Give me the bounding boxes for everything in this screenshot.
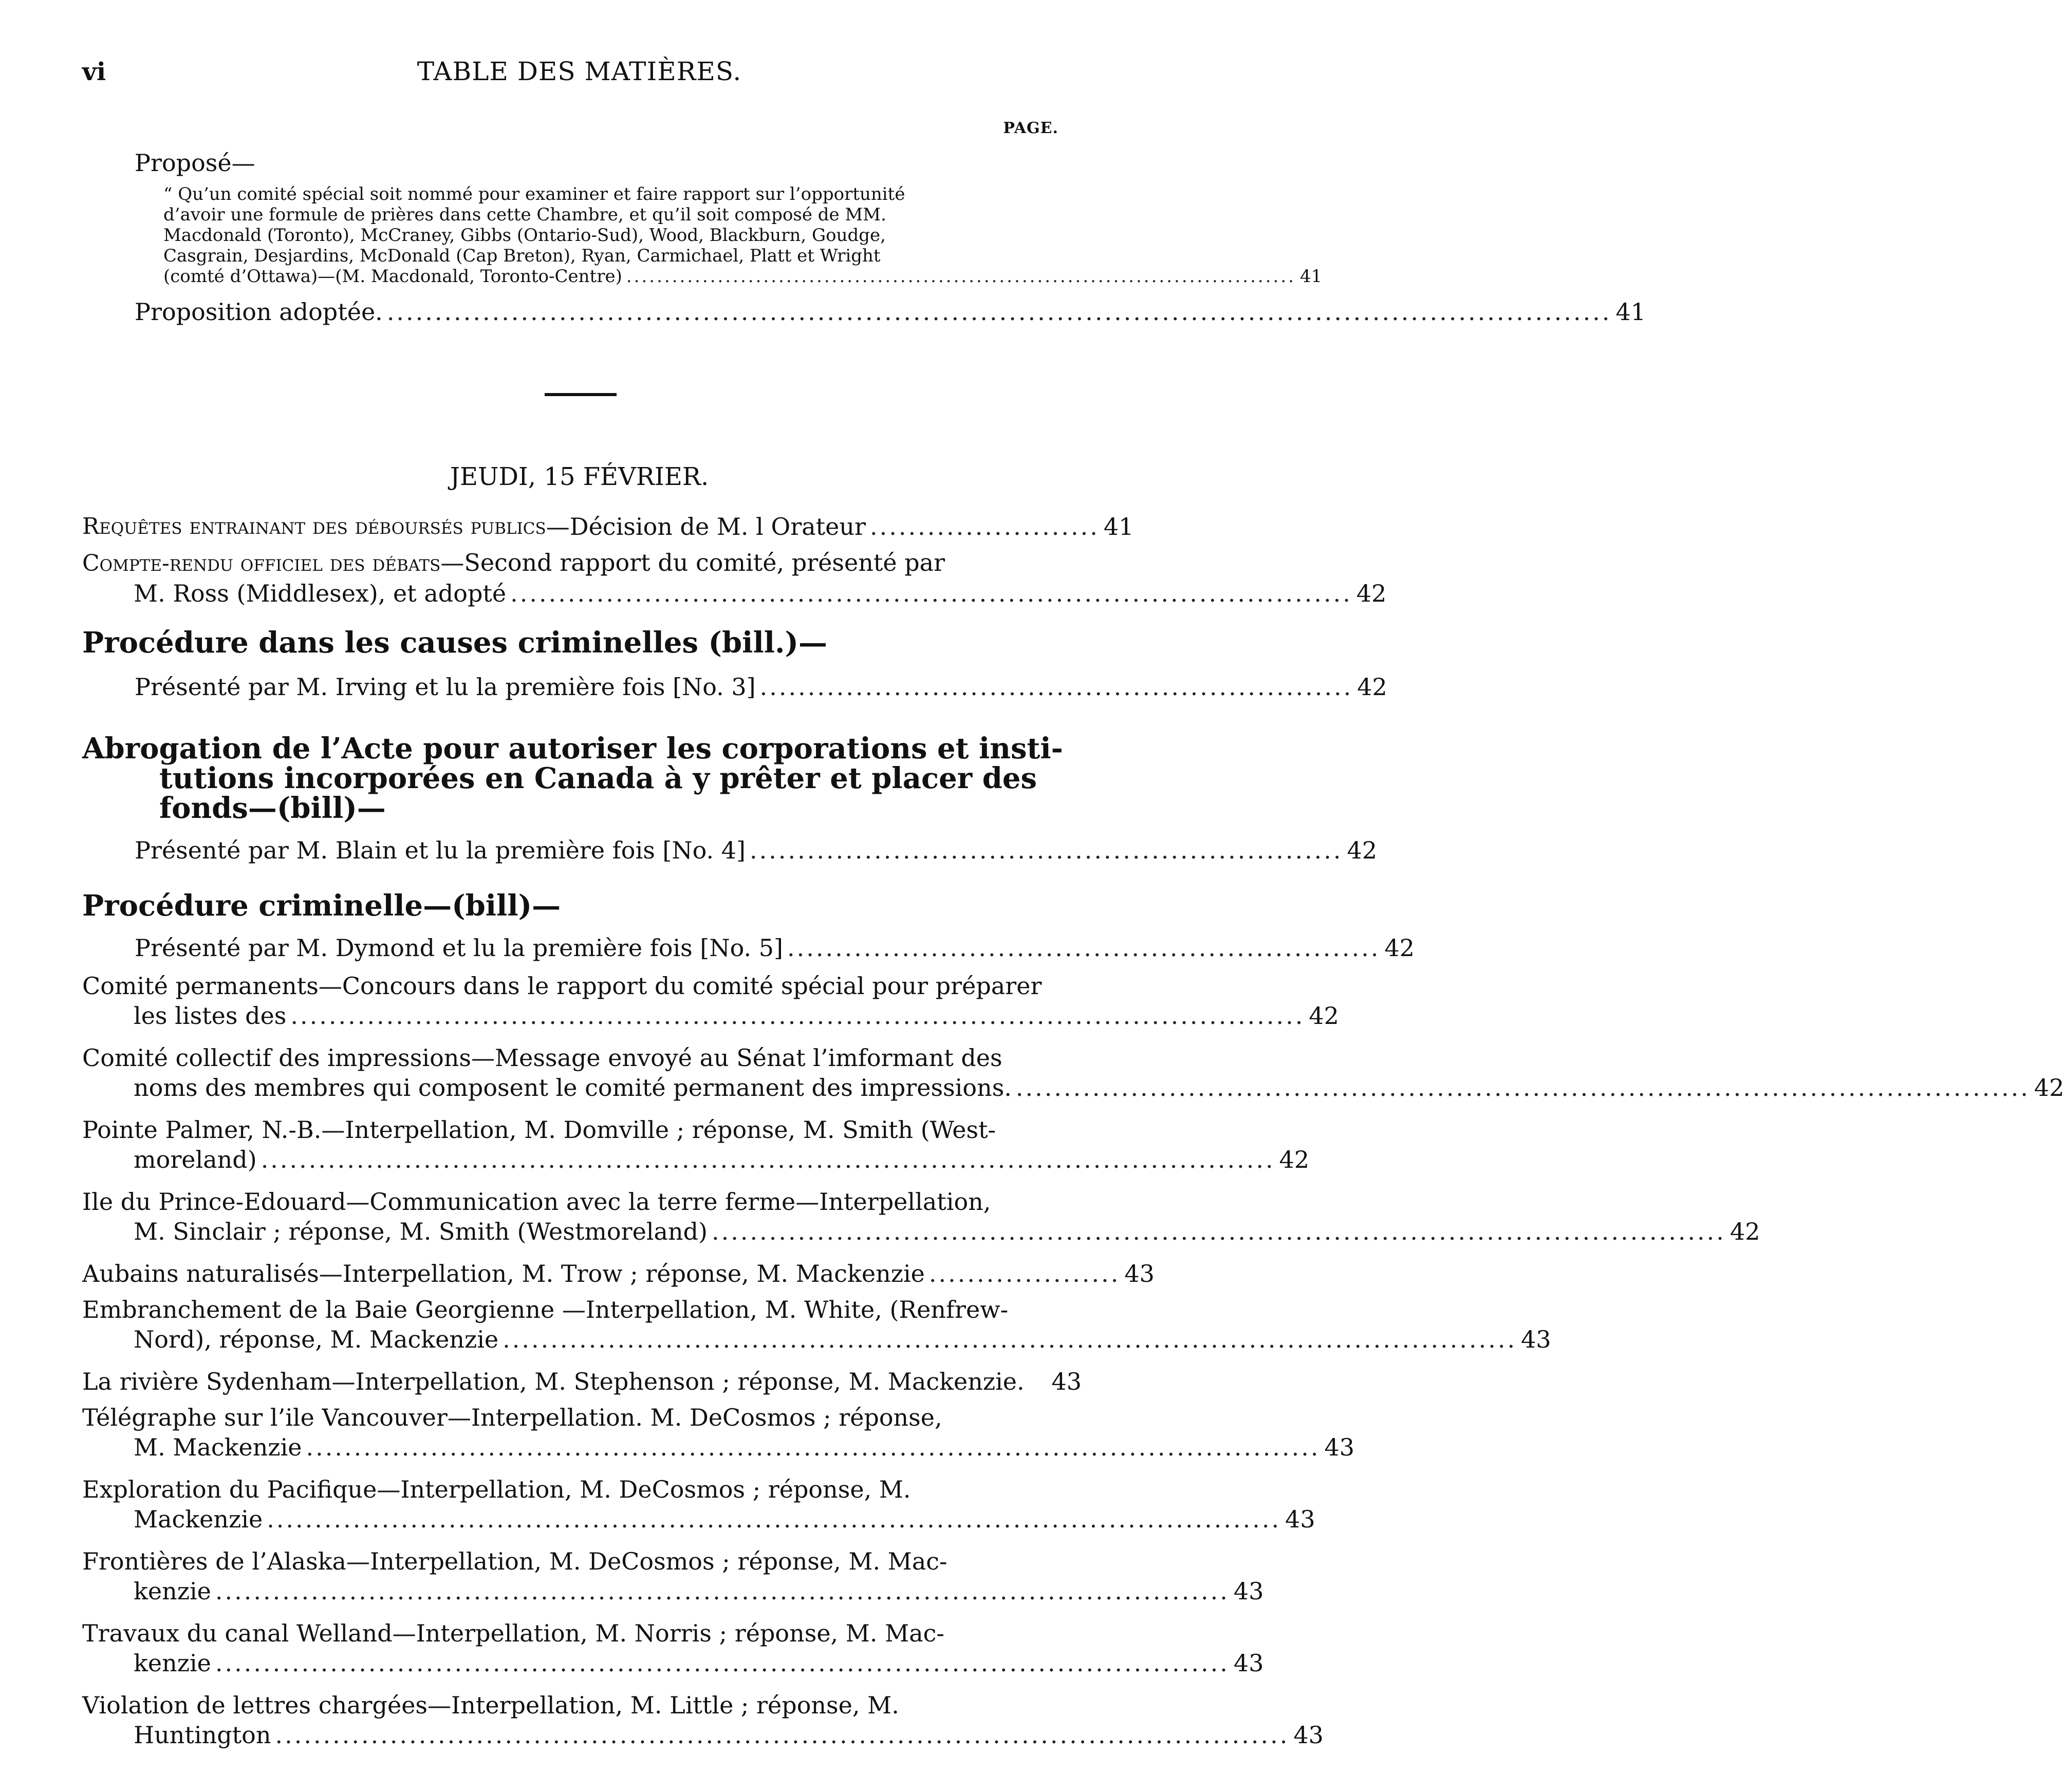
leader-dots: .................... [928,1260,1121,1287]
presented-text: Présenté par M. Irving et lu la première fois [No. 3] [135,673,756,701]
item-line: La rivière Sydenham—Interpellation, M. Stephenson ; réponse, M. Mackenzie. [82,1368,1025,1395]
presented-text: Présenté par M. Dymond et lu la première fois [No. 5] [135,934,783,962]
item-line: Exploration du Pacifique—Interpellation, M. DeCosmos ; réponse, M. [82,1476,911,1503]
bill-title [82,734,1063,823]
toc-item [82,1690,1324,1750]
entry-text: —Décision de M. l Orateur [546,513,866,540]
toc-entry [82,548,1387,608]
quote-line: Casgrain, Desjardins, McDonald (Cap Breton), Ryan, Carmichael, Platt et Wright [163,246,881,266]
item-line: Embranchement de la Baie Georgienne —Interpellation, M. White, (Renfrew- [82,1296,1009,1323]
page-ref: 41 [1299,266,1323,287]
toc-item [82,1403,1355,1462]
leader-dots: ........................ [869,513,1100,540]
leader-dots: .......................................................................................................... [711,1218,1726,1245]
leader-dots: ................................................................................................................................ [386,298,1612,326]
adopted-text: Proposition adoptée. [135,298,383,326]
toc-item [82,1115,1310,1174]
leader-dots: ........................................................................................ [626,266,1296,287]
item-line-cont: les listes des [134,1002,287,1030]
page-ref: 42 [1357,673,1387,701]
quote-line: d’avoir une formule de prières dans cette Chambre, et qu’il soit composé de MM. [163,204,886,225]
bill-title: Procédure criminelle—(bill)— [82,889,561,923]
day-heading: JEUDI, 15 FÉVRIER. [450,462,709,491]
page-column-label: PAGE. [1003,119,1058,137]
leader-dots: .............................................................. [759,673,1353,701]
leader-dots: ........................................................................................ [510,580,1352,607]
item-line-cont: Mackenzie [134,1505,263,1533]
quote-line: (comté d’Ottawa)—(M. Macdonald, Toronto-Centre) [163,266,622,287]
page-ref: 43 [1324,1433,1355,1461]
item-line-cont: Nord), réponse, M. Mackenzie [134,1326,499,1353]
item-line-cont: kenzie [134,1649,211,1677]
leader-dots: .......................................................................................................... [503,1326,1517,1353]
item-line: Ile du Prince-Edouard—Communication avec la terre ferme—Interpellation, [82,1188,991,1216]
page-number: vi [82,58,106,86]
toc-item [82,1546,1264,1606]
toc-item [82,971,1339,1031]
page-ref: 42 [1279,1146,1310,1173]
bill-title-line: Abrogation de l’Acte pour autoriser les corporations et insti- [82,732,1063,766]
item-line: Comité permanents—Concours dans le rapport du comité spécial pour préparer [82,972,1042,1000]
running-title: TABLE DES MATIÈRES. [417,57,742,86]
entry-cont: M. Ross (Middlesex), et adopté [134,580,507,607]
page-ref: 43 [1051,1368,1082,1395]
item-line: Travaux du canal Welland—Interpellation, M. Norris ; réponse, M. Mac- [82,1619,944,1647]
toc-entry [82,512,1134,542]
toc-item [82,1295,1551,1354]
bill-presented [135,836,1378,864]
page-ref: 41 [1103,513,1134,540]
presented-text: Présenté par M. Blain et lu la première fois [No. 4] [135,836,746,864]
item-line-cont: M. Mackenzie [134,1433,302,1461]
page-ref: 42 [1356,580,1387,607]
item-line: Comité collectif des impressions—Message envoyé au Sénat l’imformant des [82,1044,1002,1072]
leader-dots: .......................................................................................................... [306,1433,1321,1461]
entry-text: —Second rapport du comité, présenté par [440,549,945,576]
entry-head: Requêtes entrainant des déboursés publics [82,513,546,539]
page-ref: 43 [1233,1649,1264,1677]
leader-dots: .......................................................................................................... [275,1721,1290,1749]
toc-item [82,1187,1760,1246]
page-ref: 43 [1285,1505,1315,1533]
leader-dots: .............................................................. [787,934,1381,962]
leader-dots: .......................................................................................................... [215,1649,1230,1677]
item-line: Pointe Palmer, N.-B.—Interpellation, M. Domville ; réponse, M. Smith (West- [82,1116,996,1144]
proposal-adopted [135,298,1646,326]
item-line-cont: M. Sinclair ; réponse, M. Smith (Westmoreland) [134,1218,708,1245]
proposal-quote [163,184,1323,287]
toc-item [82,1474,1315,1534]
page-ref: 42 [1347,836,1378,864]
page-ref: 43 [1233,1577,1264,1605]
leader-dots: .......................................................................................................... [267,1505,1281,1533]
toc-item [82,1367,1082,1396]
toc-item [82,1043,2064,1103]
quote-line: Macdonald (Toronto), McCraney, Gibbs (Ontario-Sud), Wood, Blackburn, Goudge, [163,225,886,246]
page-ref: 42 [1730,1218,1760,1245]
item-line: Télégraphe sur l’ile Vancouver—Interpellation. M. DeCosmos ; réponse, [82,1404,942,1431]
page-ref: 42 [1309,1002,1339,1030]
toc-item [82,1259,1155,1289]
item-line-cont: Huntington [134,1721,271,1749]
bill-presented [135,673,1387,701]
bill-title-line: fonds—(bill)— [159,791,386,825]
page-ref: 43 [1521,1326,1551,1353]
item-line-cont: kenzie [134,1577,211,1605]
item-line: Violation de lettres chargées—Interpellation, M. Little ; réponse, M. [82,1691,899,1719]
leader-dots: .......................................................................................................... [1015,1074,2030,1102]
quote-line: “ Qu’un comité spécial soit nommé pour examiner et faire rapport sur l’opportunité [163,184,905,204]
page-ref: 43 [1293,1721,1324,1749]
leader-dots: .......................................................................................................... [261,1146,1275,1173]
page-ref: 42 [1384,934,1415,962]
leader-dots: .............................................................. [749,836,1343,864]
quote-last-row [163,266,1323,287]
bill-presented [135,934,1415,962]
item-line: Frontières de l’Alaska—Interpellation, M. DeCosmos ; réponse, M. Mac- [82,1547,947,1575]
section-rule [545,393,617,396]
toc-item [82,1618,1264,1678]
bill-title: Procédure dans les causes criminelles (bill.)— [82,626,827,660]
page-ref: 41 [1615,298,1646,326]
item-line: Aubains naturalisés—Interpellation, M. Trow ; réponse, M. Mackenzie [82,1260,925,1287]
page-ref: 42 [2034,1074,2064,1102]
leader-dots: .......................................................................................................... [215,1577,1230,1605]
item-line-cont: noms des membres qui composent le comité permanent des impressions. [134,1074,1012,1102]
item-line-cont: moreland) [134,1146,257,1173]
leader-dots: .......................................................................................................... [290,1002,1305,1030]
proposal-label: Proposé— [135,149,255,177]
entry-head: Compte-rendu officiel des débats [82,550,441,576]
page-ref: 43 [1124,1260,1155,1287]
bill-title-line: tutions incorporées en Canada à y prêter et placer des [159,761,1037,795]
